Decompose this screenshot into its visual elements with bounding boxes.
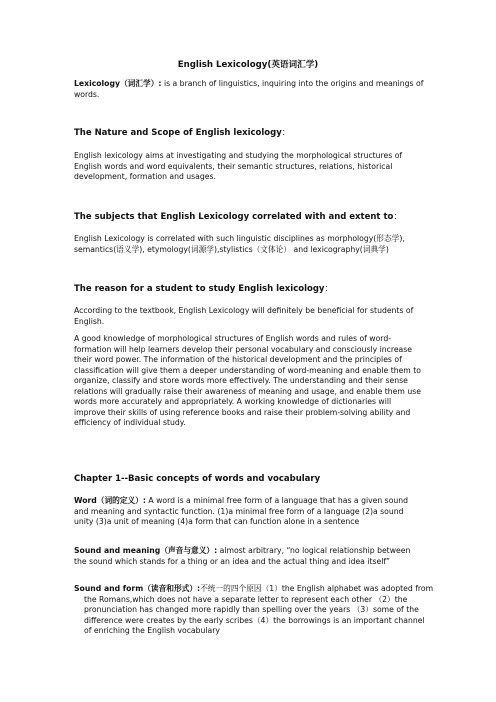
section-body-reason-details: A good knowledge of morphological structures of English words and rules of word-formation will help learners develop their personal vocabulary and consciously increase their word power. The information of the historical development and the principles of classification will give them a deeper understanding of word-meaning and enable them to organize, classify and store words more effectively. The understanding and their sense relations will gradually raise their awareness of meaning and usage, and enable them use words more accurately and appropriately. A working knowledge of dictionaries will improve their skills of using reference books and raise their problem-solving ability and efficiency of individual study. [74, 334, 421, 427]
sound-form-text: 不统一的四个原因（1）the English alphabet was adopted from the Romans,which does not have a separate letter to represent each other （2）the pronunciation has changed more rapidly than spelling over the years （3）some of the difference were creates by the early scribes（4）the borrowings is an important channel of enriching the English vocabulary [84, 584, 434, 635]
section-heading-nature-scope: The Nature and Scope of English lexicology： [74, 128, 291, 138]
document-title: English Lexicology(英语词汇学) [177, 60, 319, 70]
sound-meaning-definition [74, 546, 424, 567]
sound-form-definition [74, 584, 434, 637]
section-body-correlated-subjects: English Lexicology is correlated with such linguistic disciplines as morphology(形态学), semantics(语义学), etymology(词源学),stylistics（文体论） and lexicography(词典学) [74, 234, 405, 254]
word-term: Word（词的定义）: [74, 496, 146, 505]
chapter-heading: Chapter 1--Basic concepts of words and vocabulary [74, 474, 321, 484]
section-heading-correlated-subjects: The subjects that English Lexicology correlated with and extent to： [74, 212, 402, 222]
sound-form-term: Sound and form（读音和形式）: [74, 584, 201, 593]
sound-meaning-term: Sound and meaning（声音与意义）: [74, 546, 218, 555]
lexicology-term: Lexicology（词汇学）: [74, 79, 162, 88]
word-definition [74, 496, 424, 528]
lexicology-text: is a branch of linguistics, inquiring into the origins and meanings of words. [74, 79, 424, 99]
section-body-reason-intro: According to the textbook, English Lexicology will definitely be beneficial for students of English. [74, 306, 414, 326]
word-text: A word is a minimal free form of a language that has a given sound and meaning and syntactic function. (1)a minimal free form of a language (2)a sound unity (3)a unit of meaning (4)a form that can function alone in a sentence [74, 496, 409, 526]
section-body-nature-scope: English lexicology aims at investigating and studying the morphological structures of English words and word equivalents, their semantic structures, relations, historical development, formation and usages. [74, 151, 403, 181]
lexicology-definition [74, 79, 424, 100]
sound-meaning-text: almost arbitrary, “no logical relationship between the sound which stands for a thing or an idea and the actual thing and idea itself” [74, 546, 411, 566]
section-heading-reason-to-study: The reason for a student to study English lexicology： [74, 284, 333, 294]
